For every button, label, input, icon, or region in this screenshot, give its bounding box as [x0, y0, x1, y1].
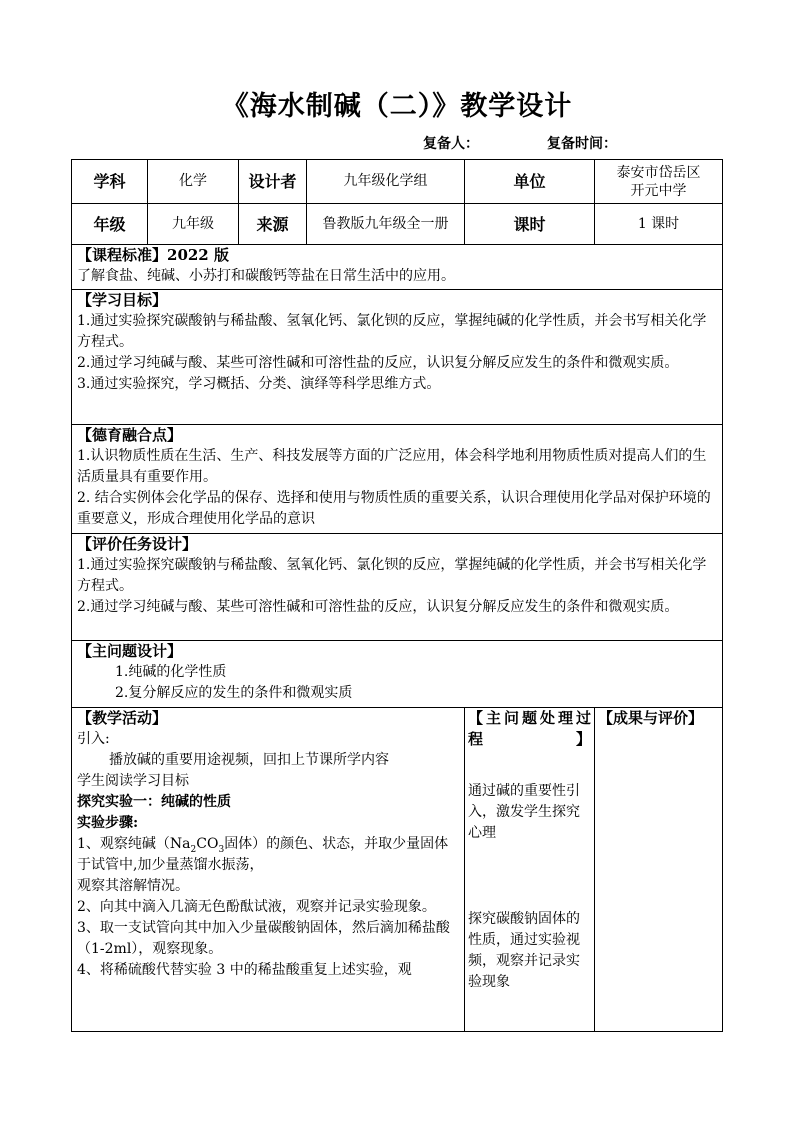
main-question-2: 2.复分解反应的发生的条件和微观实质 [115, 685, 353, 701]
process-note-1: 通过碱的重要性引入，激发学生探究心理 [468, 783, 580, 841]
source-label: 来源 [239, 204, 307, 245]
unit-value [595, 160, 723, 204]
process-note-2: 探究碳酸钠固体的性质，通过实验视频，观察并记录实验现象 [468, 911, 580, 990]
moral-item-2: 2. 结合实例体会化学品的保存、选择和使用与物质性质的重要关系，认识合理使用化学品对保护环境的重要意义，形成合理使用化学品的意识 [77, 490, 711, 527]
step-1-line-2: 观察其溶解情况。 [77, 878, 189, 894]
moral-section [72, 425, 723, 534]
main-questions-section [72, 641, 723, 708]
intro-line-1: 播放碱的重要用途视频，回扣上节课所学内容 [109, 752, 389, 768]
objective-item-2: 2.通过学习纯碱与酸、某些可溶性碱和可溶性盐的反应，认识复分解反应发生的条件和微观实质。 [77, 355, 679, 371]
document-title: 《海水制碱（二）》教学设计 [221, 91, 573, 122]
steps-label: 实验步骤: [77, 815, 139, 831]
objective-item-1: 1.通过实验探究碳酸钠与稀盐酸、氢氧化钙、氯化钡的反应，掌握纯碱的化学性质，并会书写相关化学方程式。 [77, 313, 707, 350]
objectives-heading: 【学习目标】 [77, 291, 168, 309]
grade-value: 九年级 [148, 204, 239, 245]
standard-text: 了解食盐、纯碱、小苏打和碳酸钙等盐在日常生活中的应用。 [77, 268, 455, 284]
intro-label: 引入: [77, 731, 110, 747]
source-value: 鲁教版九年级全一册 [307, 204, 465, 245]
step-2: 2、向其中滴入几滴无色酚酞试液，观察并记录实验现象。 [77, 899, 436, 915]
moral-heading: 【德育融合点】 [77, 426, 183, 444]
preparer-label: 复备人： [423, 136, 479, 152]
main-questions-heading: 【主问题设计】 [77, 642, 183, 660]
lesson-plan-table [71, 159, 723, 1032]
main-question-1: 1.纯碱的化学性质 [115, 664, 227, 680]
standard-section [72, 245, 723, 290]
step-1 [77, 834, 458, 876]
evaluation-item-2: 2.通过学习纯碱与酸、某些可溶性碱和可溶性盐的反应，认识复分解反应发生的条件和微观实质。 [77, 599, 679, 615]
prep-time-label: 复备时间： [547, 136, 617, 152]
objective-item-3: 3.通过实验探究，学习概括、分类、演绎等科学思维方式。 [77, 376, 441, 392]
designer-label: 设计者 [239, 160, 307, 204]
evaluation-heading: 【评价任务设计】 [77, 535, 198, 553]
step-1-text-b: CO [196, 836, 219, 852]
step-3: 3、取一支试管向其中加入少量碳酸钠固体，然后滴加稀盐酸（1-2ml），观察现象。 [77, 920, 450, 957]
header-row-2 [72, 204, 723, 245]
header-row-1 [72, 160, 723, 204]
evaluation-item-1: 1.通过实验探究碳酸钠与稀盐酸、氢氧化钙、氯化钡的反应，掌握纯碱的化学性质，并会书写相关化学方程式。 [77, 557, 707, 594]
subject-label: 学科 [72, 160, 148, 204]
evaluation-result-heading: 【成果与评价】 [598, 709, 704, 727]
unit-label: 单位 [465, 160, 595, 204]
period-value: 1 课时 [595, 204, 723, 245]
subject-value: 化学 [148, 160, 239, 204]
process-heading: 【主问题处理过程】 [468, 709, 592, 748]
period-label: 课时 [465, 204, 595, 245]
step-1-text-c: 固体）的颜色、状态，并取少量固体于试管中,加少量蒸馏水振荡， [77, 836, 449, 873]
step-1-text-a: 1、观察纯碱（Na [77, 836, 191, 852]
evaluation-section [72, 534, 723, 641]
step-1-sub-2: 3 [218, 844, 225, 855]
step-4: 4、将稀硫酸代替实验 3 中的稀盐酸重复上述实验，观 [77, 962, 412, 978]
moral-item-1: 1.认识物质性质在生活、生产、科技发展等方面的广泛应用，体会科学地利用物质性质对提高人们的生活质量具有重要作用。 [77, 448, 707, 485]
experiment-1-title: 探究实验一：纯碱的性质 [77, 794, 231, 810]
unit-value-line1: 泰安市岱岳区 [616, 164, 701, 181]
activities-section [72, 708, 723, 1032]
activities-heading: 【教学活动】 [77, 709, 168, 727]
grade-label: 年级 [72, 204, 148, 245]
intro-line-2: 学生阅读学习目标 [77, 773, 189, 789]
designer-value: 九年级化学组 [307, 160, 465, 204]
unit-value-line2: 开元中学 [630, 182, 687, 199]
step-1-sub-1: 2 [190, 844, 197, 855]
standard-heading: 【课程标准】2022 版 [77, 246, 229, 264]
objectives-section [72, 290, 723, 425]
